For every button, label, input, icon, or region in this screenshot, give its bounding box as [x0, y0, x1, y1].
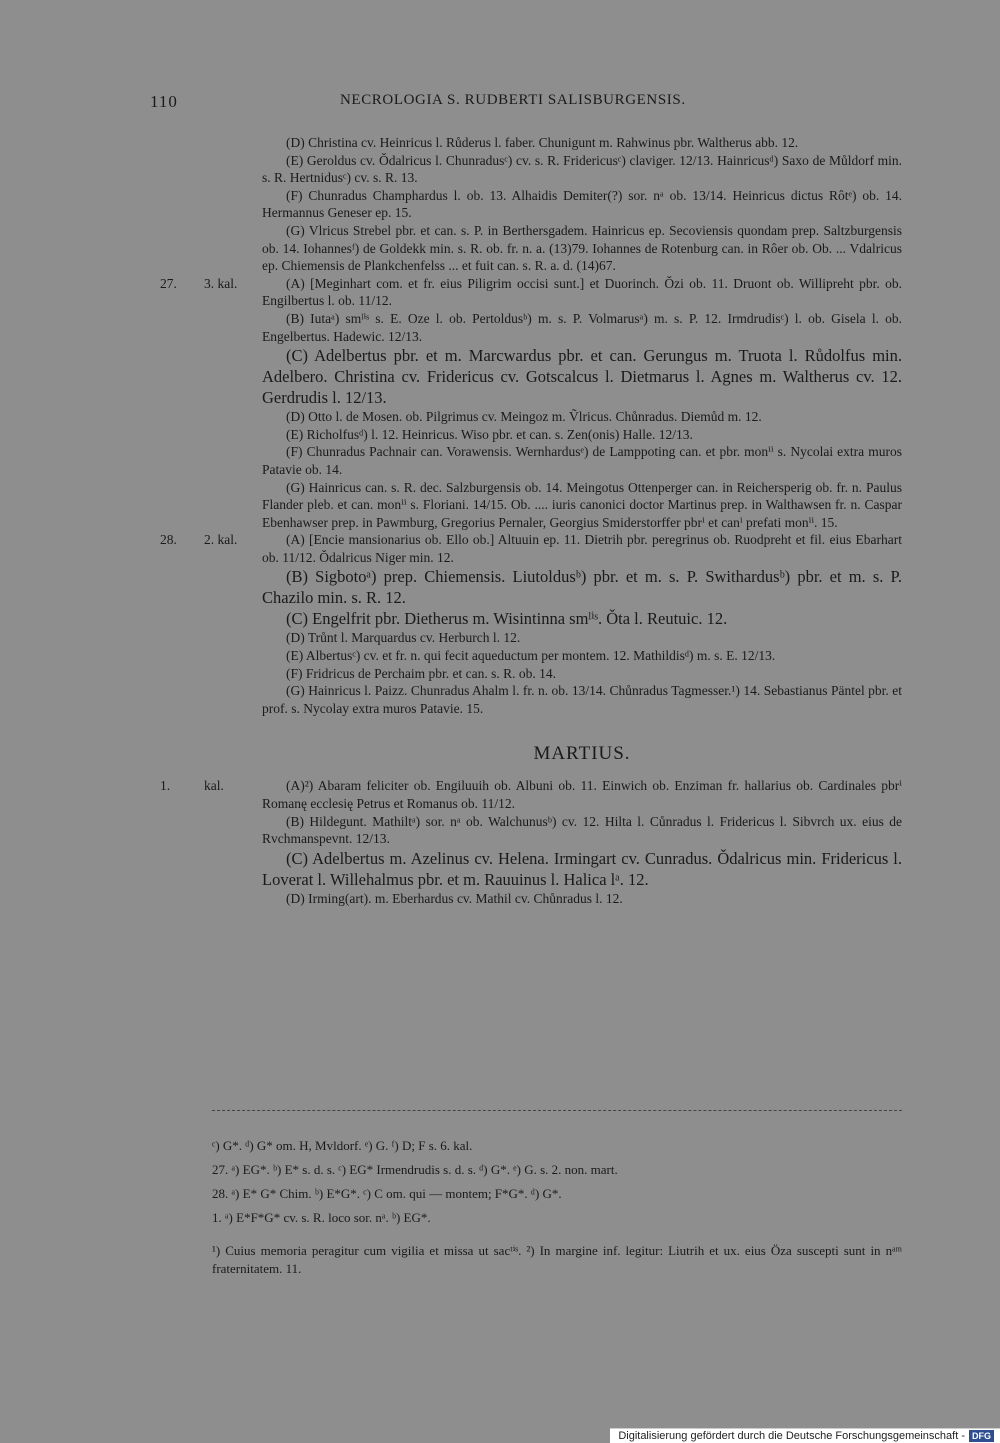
day-block: [160, 275, 902, 532]
calendar-date: kal.: [204, 778, 224, 794]
necrology-entry: (C) Adelbertus m. Azelinus cv. Helena. Irmingart cv. Cunradus. Ǒdalricus min. Fridericus l. Loverat l. Willehalmus pbr. et m. Rauuinus l. Halica lᵃ. 12.: [262, 848, 902, 889]
necrology-entry: (A)²) Abaram feliciter ob. Engiluuih ob. Albuni ob. 11. Einwich ob. Enziman fr. hallarius ob. Cardinales pbrⁱ Romanę ecclesię Petrus et Romanus ob. 11/12.: [262, 778, 902, 812]
page-number: 110: [150, 92, 178, 111]
necrology-entry: (E) Albertusᶜ) cv. et fr. n. qui fecit aqueductum per montem. 12. Mathildisᵈ) m. s. E. 12/13.: [286, 648, 776, 664]
necrology-entry: (C) Adelbertus pbr. et m. Marcwardus pbr. et can. Gerungus m. Truota l. Růdolfus min. Adelbero. Christina cv. Fridericus cv. Gotscalcus l. Dietmarus l. Agnes m. Waltherus cv. 12. Gerdrudis l. 12/13.: [262, 346, 902, 408]
necrology-entry: (A) [Meginhart com. et fr. eius Piligrim occisi sunt.] et Duorinch. Ǒzi ob. 11. Druont ob. Willipreht pbr. ob. Engilbertus l. ob. 11/12.: [262, 275, 902, 309]
page-header: [150, 92, 902, 114]
necrology-text: [160, 134, 902, 907]
necrology-entry: (F) Chunradus Pachnair can. Vorawensis. Wernhardusᵉ) de Lamppoting can. et pbr. monⁱⁱ s. Nycolai extra muros Patavie ob. 14.: [262, 444, 902, 477]
day-block: [160, 531, 902, 717]
day-number: 27.: [160, 275, 177, 291]
apparatus-line: 28. ᵃ) E* G* Chim. ᵇ) E*G*. ᶜ) C om. qui — montem; F*G*. ᵈ) G*.: [212, 1186, 562, 1201]
footnote-separator: [212, 1110, 902, 1111]
necrology-entry: (D) Trůnt l. Marquardus cv. Herburch l. 12.: [286, 630, 521, 646]
critical-apparatus: [212, 1134, 902, 1230]
day-block: [160, 134, 902, 275]
month-heading: MARTIUS.: [533, 743, 631, 765]
day-number: 1.: [160, 778, 171, 794]
necrology-entry: (B) Iutaᵃ) smˡⁱˢ s. E. Oze l. ob. Pertoldusᵇ) m. s. P. Volmarusᵃ) m. s. P. 12. Irmdrudisᶜ) l. ob. Gisela l. ob. Engelbertus. Hadewic. 12/13.: [262, 310, 902, 344]
necrology-entry: (F) Chunradus Champhardus l. ob. 13. Alhaidis Demiter(?) sor. nᵃ ob. 13/14. Heinricus dictus Rôtᵉ) ob. 14. Hermannus Geneser ep. 15.: [262, 187, 902, 221]
necrology-entry: (D) Otto l. de Mosen. ob. Pilgrimus cv. Meingoz m. Ṽlricus. Chůnradus. Diemůd m. 12.: [286, 409, 762, 425]
dfg-logo: DFG: [969, 1430, 994, 1442]
calendar-date: 3. kal.: [204, 275, 238, 291]
digitization-footer: [610, 1428, 1000, 1443]
necrology-entry: (D) Irming(art). m. Eberhardus cv. Mathil cv. Chůnradus l. 12.: [286, 890, 623, 906]
necrology-entry: (D) Christina cv. Heinricus l. Růderus l. faber. Chunigunt m. Rahwinus pbr. Waltherus abb. 12.: [286, 135, 799, 150]
day-block: [160, 777, 902, 907]
calendar-date: 2. kal.: [204, 532, 238, 548]
apparatus-line: 1. ᵃ) E*F*G* cv. s. R. loco sor. nᵃ. ᵇ) EG*.: [212, 1210, 431, 1225]
necrology-entry: (G) Vlricus Strebel pbr. et can. s. P. in Berthersgadem. Hainricus ep. Secoviensis quondam prep. Saltzburgensis ob. 14. Iohannesᶠ) de Goldekk min. s. R. ob. fr. n. a. (13)79. Iohannes de Rotenburg can. in Rôer ob. Ob. ... Vdalricus ep. Chiemensis de Plankchenfelss ... et fuit can. s. R. a. d. (14)67.: [262, 222, 902, 274]
day-number: 28.: [160, 532, 177, 548]
footer-text: Digitalisierung gefördert durch die Deutsche Forschungsgemeinschaft -: [618, 1430, 965, 1442]
necrology-entry: (G) Hainricus can. s. R. dec. Salzburgensis ob. 14. Meingotus Ottenperger can. in Reichersperig ob. fr. n. Paulus Flander pleb. et can. monⁱⁱ s. Floriani. 14/15. Ob. .... iuris canonici doctor Martinus prep. in Walthawsen fr. n. Caspar Ebenhawser prep. in Pawmburg, Gregorius Pernaler, Georgius Smiderstorffer pbrⁱ et canⁱ prefati monⁱⁱ. 15.: [262, 479, 902, 530]
february-entries: [160, 134, 902, 717]
entry-list: [262, 275, 902, 532]
necrology-entry: (A) [Encie mansionarius ob. Ello ob.] Altuuin ep. 11. Dietrih pbr. peregrinus ob. Ruodpreht et fil. eius Ebarhart ob. 11/12. Ǒdalricus Niger min. 12.: [262, 532, 902, 565]
necrology-entry: (E) Richolfusᵈ) l. 12. Heinricus. Wiso pbr. et can. s. Zen(onis) Halle. 12/13.: [286, 426, 693, 442]
running-title: NECROLOGIA S. RUDBERTI SALISBURGENSIS.: [340, 92, 686, 108]
entry-list: [262, 777, 902, 907]
necrology-entry: (F) Fridricus de Perchaim pbr. et can. s. R. ob. 14.: [286, 665, 556, 681]
entry-list: [262, 134, 902, 275]
necrology-entry: (G) Hainricus l. Paizz. Chunradus Ahalm l. fr. n. ob. 13/14. Chůnradus Tagmesser.¹) 14. Sebastianus Päntel pbr. et prof. s. Nycolay extra muros Patavie. 15.: [262, 683, 902, 716]
footnote: ¹) Cuius memoria peragitur cum vigilia et missa ut sacᵗⁱˢ. ²) In margine inf. legitur: Liutrih et ux. eius Öza suscepti sunt in nᵃᵐ fraternitatem. 11.: [212, 1243, 902, 1276]
apparatus-line: 27. ᵃ) EG*. ᵇ) E* s. d. s. ᶜ) EG* Irmendrudis s. d. s. ᵈ) G*. ᵉ) G. s. 2. non. mart.: [212, 1162, 618, 1177]
entry-list: [262, 531, 902, 717]
march-entries: [160, 777, 902, 907]
necrology-entry: (B) Sigbotoᵃ) prep. Chiemensis. Liutoldusᵇ) pbr. et m. s. P. Swithardusᵇ) pbr. et m. s. P. Chazilo min. s. R. 12.: [262, 567, 902, 608]
necrology-entry: (B) Hildegunt. Mathiltᵃ) sor. nᵃ ob. Walchunusᵇ) cv. 12. Hilta l. Cůnradus l. Fridericus l. Sibvrch ux. eius de Rvchmanspevnt. 12/13.: [262, 813, 902, 847]
apparatus-line: ᶜ) G*. ᵈ) G* om. H, Mvldorf. ᵉ) G. ᶠ) D; F s. 6. kal.: [212, 1138, 473, 1153]
necrology-entry: (E) Geroldus cv. Ǒdalricus l. Chunradusᶜ) cv. s. R. Fridericusᶜ) claviger. 12/13. Hainricusᵈ) Saxo de Můldorf min. s. R. Hertnidusᶜ) cv. s. R. 13.: [262, 152, 902, 186]
footnotes: [212, 1242, 902, 1278]
necrology-entry: (C) Engelfrit pbr. Dietherus m. Wisintinna smˡⁱˢ. Ǒta l. Reutuic. 12.: [286, 609, 728, 629]
